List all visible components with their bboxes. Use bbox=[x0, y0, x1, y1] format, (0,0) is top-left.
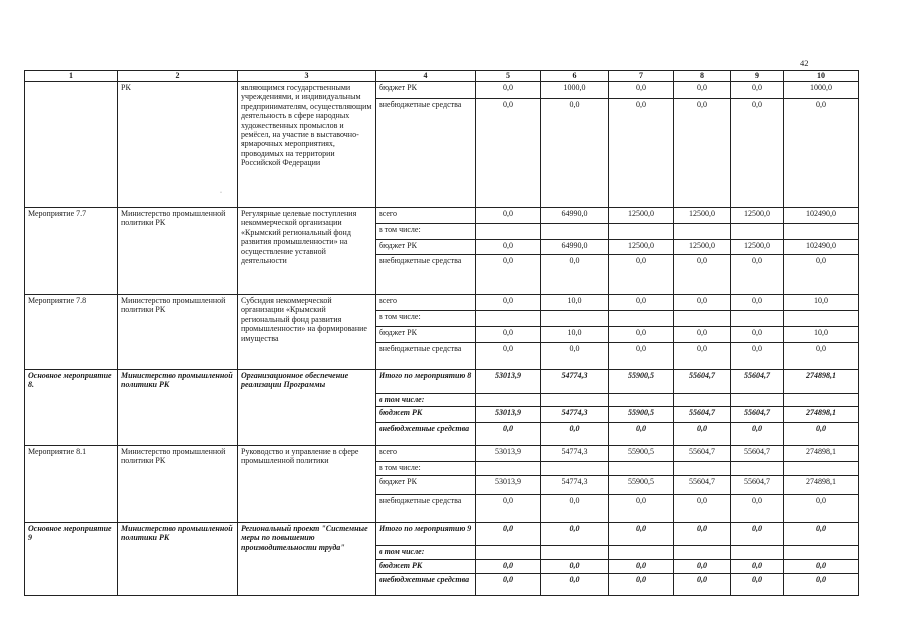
funding-source-cell: в том числе: bbox=[376, 311, 476, 327]
funding-source-cell: внебюджетные средства bbox=[376, 99, 476, 208]
value-cell-col-8: 12500,0 bbox=[674, 208, 731, 224]
value-cell-col-5: 53013,9 bbox=[476, 446, 541, 462]
header-col-7: 7 bbox=[609, 71, 674, 82]
value-cell-col-9: 0,0 bbox=[731, 99, 784, 208]
funding-source-cell: внебюджетные средства bbox=[376, 255, 476, 295]
funding-source-cell: всего bbox=[376, 208, 476, 224]
header-col-5: 5 bbox=[476, 71, 541, 82]
funding-source-cell: бюджет РК bbox=[376, 240, 476, 255]
value-cell-col-5: 0,0 bbox=[476, 574, 541, 596]
description-cell: Руководство и управление в сфере промышленной политики bbox=[238, 446, 376, 523]
value-cell-col-10: 0,0 bbox=[784, 523, 859, 546]
description-cell: являющимся государственными учреждениями, и индивидуальным предпринимателям, осуществляющим деятельность в сфере народных художественных промыслов и ремёсел, на участие в выставочно-ярмарочных мероприятиях, проводимых на территории Российской Федерации bbox=[238, 82, 376, 208]
value-cell-col-7: 12500,0 bbox=[609, 208, 674, 224]
value-cell-col-6: 54774,3 bbox=[541, 370, 609, 394]
value-cell-col-6: 0,0 bbox=[541, 560, 609, 574]
value-cell-col-9: 0,0 bbox=[731, 423, 784, 446]
value-cell-col-8 bbox=[674, 546, 731, 560]
value-cell-col-8: 12500,0 bbox=[674, 240, 731, 255]
event-name-cell bbox=[25, 82, 118, 208]
value-cell-col-5 bbox=[476, 546, 541, 560]
value-cell-col-9 bbox=[731, 311, 784, 327]
value-cell-col-5 bbox=[476, 224, 541, 240]
event-name-cell: Мероприятие 7.7 bbox=[25, 208, 118, 295]
executor-cell: Министерство промышленной политики РК bbox=[118, 523, 238, 596]
value-cell-col-8: 0,0 bbox=[674, 295, 731, 311]
value-cell-col-6: 0,0 bbox=[541, 99, 609, 208]
value-cell-col-6: 54774,3 bbox=[541, 476, 609, 495]
funding-source-cell: всего bbox=[376, 446, 476, 462]
scan-dot: · bbox=[220, 190, 222, 196]
value-cell-col-8: 55604,7 bbox=[674, 407, 731, 423]
value-cell-col-6: 0,0 bbox=[541, 343, 609, 370]
value-cell-col-10: 102490,0 bbox=[784, 208, 859, 224]
value-cell-col-9: 0,0 bbox=[731, 295, 784, 311]
header-col-4: 4 bbox=[376, 71, 476, 82]
value-cell-col-10: 10,0 bbox=[784, 295, 859, 311]
value-cell-col-5: 0,0 bbox=[476, 208, 541, 224]
value-cell-col-5: 0,0 bbox=[476, 295, 541, 311]
value-cell-col-8 bbox=[674, 462, 731, 476]
funding-source-cell: внебюджетные средства bbox=[376, 574, 476, 596]
value-cell-col-10: 0,0 bbox=[784, 423, 859, 446]
value-cell-col-8: 0,0 bbox=[674, 574, 731, 596]
value-cell-col-9: 12500,0 bbox=[731, 240, 784, 255]
value-cell-col-5: 53013,9 bbox=[476, 407, 541, 423]
value-cell-col-7 bbox=[609, 311, 674, 327]
value-cell-col-5: 0,0 bbox=[476, 327, 541, 343]
value-cell-col-7: 12500,0 bbox=[609, 240, 674, 255]
header-col-3: 3 bbox=[238, 71, 376, 82]
funding-source-cell: бюджет РК bbox=[376, 327, 476, 343]
value-cell-col-10: 0,0 bbox=[784, 99, 859, 208]
value-cell-col-7: 0,0 bbox=[609, 574, 674, 596]
header-col-10: 10 bbox=[784, 71, 859, 82]
table-row bbox=[25, 295, 859, 311]
value-cell-col-8: 0,0 bbox=[674, 523, 731, 546]
event-name-cell: Мероприятие 8.1 bbox=[25, 446, 118, 523]
value-cell-col-10 bbox=[784, 546, 859, 560]
value-cell-col-10 bbox=[784, 224, 859, 240]
value-cell-col-7: 0,0 bbox=[609, 560, 674, 574]
value-cell-col-5: 0,0 bbox=[476, 82, 541, 99]
value-cell-col-9: 55604,7 bbox=[731, 370, 784, 394]
funding-source-cell: Итого по мероприятию 9 bbox=[376, 523, 476, 546]
description-cell: Субсидия некоммерческой организации «Крымский региональный фонд развития промышленности» на формирование имущества bbox=[238, 295, 376, 370]
value-cell-col-9: 55604,7 bbox=[731, 407, 784, 423]
table-row bbox=[25, 523, 859, 546]
header-col-9: 9 bbox=[731, 71, 784, 82]
value-cell-col-8: 0,0 bbox=[674, 99, 731, 208]
value-cell-col-9: 55604,7 bbox=[731, 476, 784, 495]
value-cell-col-10: 0,0 bbox=[784, 343, 859, 370]
value-cell-col-5 bbox=[476, 311, 541, 327]
funding-source-cell: внебюджетные средства bbox=[376, 495, 476, 523]
value-cell-col-9: 0,0 bbox=[731, 523, 784, 546]
value-cell-col-10: 274898,1 bbox=[784, 370, 859, 394]
value-cell-col-6 bbox=[541, 311, 609, 327]
value-cell-col-8 bbox=[674, 224, 731, 240]
funding-source-cell: бюджет РК bbox=[376, 476, 476, 495]
funding-source-cell: бюджет РК bbox=[376, 407, 476, 423]
funding-source-cell: всего bbox=[376, 295, 476, 311]
value-cell-col-8: 55604,7 bbox=[674, 370, 731, 394]
value-cell-col-5: 0,0 bbox=[476, 423, 541, 446]
value-cell-col-6: 10,0 bbox=[541, 327, 609, 343]
value-cell-col-7: 55900,5 bbox=[609, 446, 674, 462]
value-cell-col-10: 274898,1 bbox=[784, 476, 859, 495]
value-cell-col-9: 0,0 bbox=[731, 82, 784, 99]
funding-source-cell: бюджет РК bbox=[376, 82, 476, 99]
value-cell-col-6: 54774,3 bbox=[541, 446, 609, 462]
value-cell-col-8: 0,0 bbox=[674, 82, 731, 99]
value-cell-col-10 bbox=[784, 462, 859, 476]
value-cell-col-7: 0,0 bbox=[609, 99, 674, 208]
value-cell-col-8: 0,0 bbox=[674, 495, 731, 523]
value-cell-col-5: 0,0 bbox=[476, 343, 541, 370]
value-cell-col-8 bbox=[674, 311, 731, 327]
table-row bbox=[25, 370, 859, 394]
value-cell-col-9 bbox=[731, 394, 784, 407]
funding-source-cell: внебюджетные средства bbox=[376, 343, 476, 370]
table-row bbox=[25, 82, 859, 99]
value-cell-col-10: 0,0 bbox=[784, 495, 859, 523]
executor-cell: Министерство промышленной политики РК bbox=[118, 446, 238, 523]
value-cell-col-6: 0,0 bbox=[541, 495, 609, 523]
header-col-8: 8 bbox=[674, 71, 731, 82]
executor-cell: Министерство промышленной политики РК bbox=[118, 370, 238, 446]
value-cell-col-9: 0,0 bbox=[731, 327, 784, 343]
value-cell-col-6 bbox=[541, 462, 609, 476]
funding-source-cell: Итого по мероприятию 8 bbox=[376, 370, 476, 394]
value-cell-col-7: 0,0 bbox=[609, 82, 674, 99]
value-cell-col-9: 0,0 bbox=[731, 343, 784, 370]
budget-table bbox=[24, 70, 859, 596]
event-name-cell: Основное мероприятие 8. bbox=[25, 370, 118, 446]
value-cell-col-9: 12500,0 bbox=[731, 208, 784, 224]
value-cell-col-8: 0,0 bbox=[674, 255, 731, 295]
value-cell-col-7 bbox=[609, 546, 674, 560]
value-cell-col-10: 0,0 bbox=[784, 560, 859, 574]
value-cell-col-9 bbox=[731, 224, 784, 240]
value-cell-col-6 bbox=[541, 224, 609, 240]
header-col-6: 6 bbox=[541, 71, 609, 82]
funding-source-cell: в том числе: bbox=[376, 394, 476, 407]
event-name-cell: Основное мероприятие 9 bbox=[25, 523, 118, 596]
value-cell-col-6 bbox=[541, 546, 609, 560]
page-number: 42 bbox=[800, 58, 809, 68]
header-col-2: 2 bbox=[118, 71, 238, 82]
value-cell-col-7: 0,0 bbox=[609, 327, 674, 343]
value-cell-col-7 bbox=[609, 224, 674, 240]
description-cell: Организационное обеспечение реализации Программы bbox=[238, 370, 376, 446]
value-cell-col-8: 0,0 bbox=[674, 343, 731, 370]
value-cell-col-5: 53013,9 bbox=[476, 476, 541, 495]
value-cell-col-6: 10,0 bbox=[541, 295, 609, 311]
value-cell-col-5: 0,0 bbox=[476, 523, 541, 546]
description-cell: Регулярные целевые поступления некоммерческой организации «Крымский региональный фонд развития промышленности» на осуществление уставной деятельности bbox=[238, 208, 376, 295]
value-cell-col-7: 55900,5 bbox=[609, 407, 674, 423]
value-cell-col-7: 0,0 bbox=[609, 495, 674, 523]
value-cell-col-7: 0,0 bbox=[609, 423, 674, 446]
value-cell-col-7: 0,0 bbox=[609, 255, 674, 295]
value-cell-col-5 bbox=[476, 462, 541, 476]
value-cell-col-7 bbox=[609, 462, 674, 476]
value-cell-col-6: 64990,0 bbox=[541, 240, 609, 255]
value-cell-col-8: 0,0 bbox=[674, 327, 731, 343]
value-cell-col-10 bbox=[784, 394, 859, 407]
value-cell-col-8 bbox=[674, 394, 731, 407]
value-cell-col-9 bbox=[731, 462, 784, 476]
event-name-cell: Мероприятие 7.8 bbox=[25, 295, 118, 370]
value-cell-col-10 bbox=[784, 311, 859, 327]
table-row bbox=[25, 208, 859, 224]
value-cell-col-5: 53013,9 bbox=[476, 370, 541, 394]
value-cell-col-5 bbox=[476, 394, 541, 407]
value-cell-col-5: 0,0 bbox=[476, 495, 541, 523]
description-cell: Региональный проект "Системные меры по повышению производительности труда" bbox=[238, 523, 376, 596]
value-cell-col-9: 0,0 bbox=[731, 574, 784, 596]
value-cell-col-8: 0,0 bbox=[674, 423, 731, 446]
funding-source-cell: внебюджетные средства bbox=[376, 423, 476, 446]
table-row bbox=[25, 446, 859, 462]
value-cell-col-8: 0,0 bbox=[674, 560, 731, 574]
value-cell-col-5: 0,0 bbox=[476, 560, 541, 574]
value-cell-col-5: 0,0 bbox=[476, 99, 541, 208]
value-cell-col-10: 274898,1 bbox=[784, 446, 859, 462]
value-cell-col-5: 0,0 bbox=[476, 255, 541, 295]
value-cell-col-6: 1000,0 bbox=[541, 82, 609, 99]
value-cell-col-7: 0,0 bbox=[609, 343, 674, 370]
value-cell-col-9: 0,0 bbox=[731, 560, 784, 574]
executor-cell: Министерство промышленной политики РК bbox=[118, 208, 238, 295]
value-cell-col-6 bbox=[541, 394, 609, 407]
value-cell-col-8: 55604,7 bbox=[674, 476, 731, 495]
funding-source-cell: бюджет РК bbox=[376, 560, 476, 574]
value-cell-col-9: 0,0 bbox=[731, 255, 784, 295]
value-cell-col-8: 55604,7 bbox=[674, 446, 731, 462]
value-cell-col-9: 55604,7 bbox=[731, 446, 784, 462]
value-cell-col-5: 0,0 bbox=[476, 240, 541, 255]
value-cell-col-9 bbox=[731, 546, 784, 560]
value-cell-col-10: 0,0 bbox=[784, 255, 859, 295]
value-cell-col-6: 0,0 bbox=[541, 574, 609, 596]
header-row bbox=[25, 71, 859, 82]
value-cell-col-10: 0,0 bbox=[784, 574, 859, 596]
value-cell-col-6: 0,0 bbox=[541, 255, 609, 295]
value-cell-col-6: 0,0 bbox=[541, 423, 609, 446]
value-cell-col-6: 64990,0 bbox=[541, 208, 609, 224]
funding-source-cell: в том числе: bbox=[376, 462, 476, 476]
value-cell-col-7: 55900,5 bbox=[609, 370, 674, 394]
value-cell-col-7: 0,0 bbox=[609, 523, 674, 546]
value-cell-col-10: 10,0 bbox=[784, 327, 859, 343]
executor-cell: РК bbox=[118, 82, 238, 208]
value-cell-col-7: 55900,5 bbox=[609, 476, 674, 495]
header-col-1: 1 bbox=[25, 71, 118, 82]
value-cell-col-6: 54774,3 bbox=[541, 407, 609, 423]
value-cell-col-10: 102490,0 bbox=[784, 240, 859, 255]
value-cell-col-7: 0,0 bbox=[609, 295, 674, 311]
value-cell-col-10: 1000,0 bbox=[784, 82, 859, 99]
value-cell-col-6: 0,0 bbox=[541, 523, 609, 546]
funding-source-cell: в том числе: bbox=[376, 546, 476, 560]
funding-source-cell: в том числе: bbox=[376, 224, 476, 240]
executor-cell: Министерство промышленной политики РК bbox=[118, 295, 238, 370]
value-cell-col-7 bbox=[609, 394, 674, 407]
value-cell-col-10: 274898,1 bbox=[784, 407, 859, 423]
value-cell-col-9: 0,0 bbox=[731, 495, 784, 523]
